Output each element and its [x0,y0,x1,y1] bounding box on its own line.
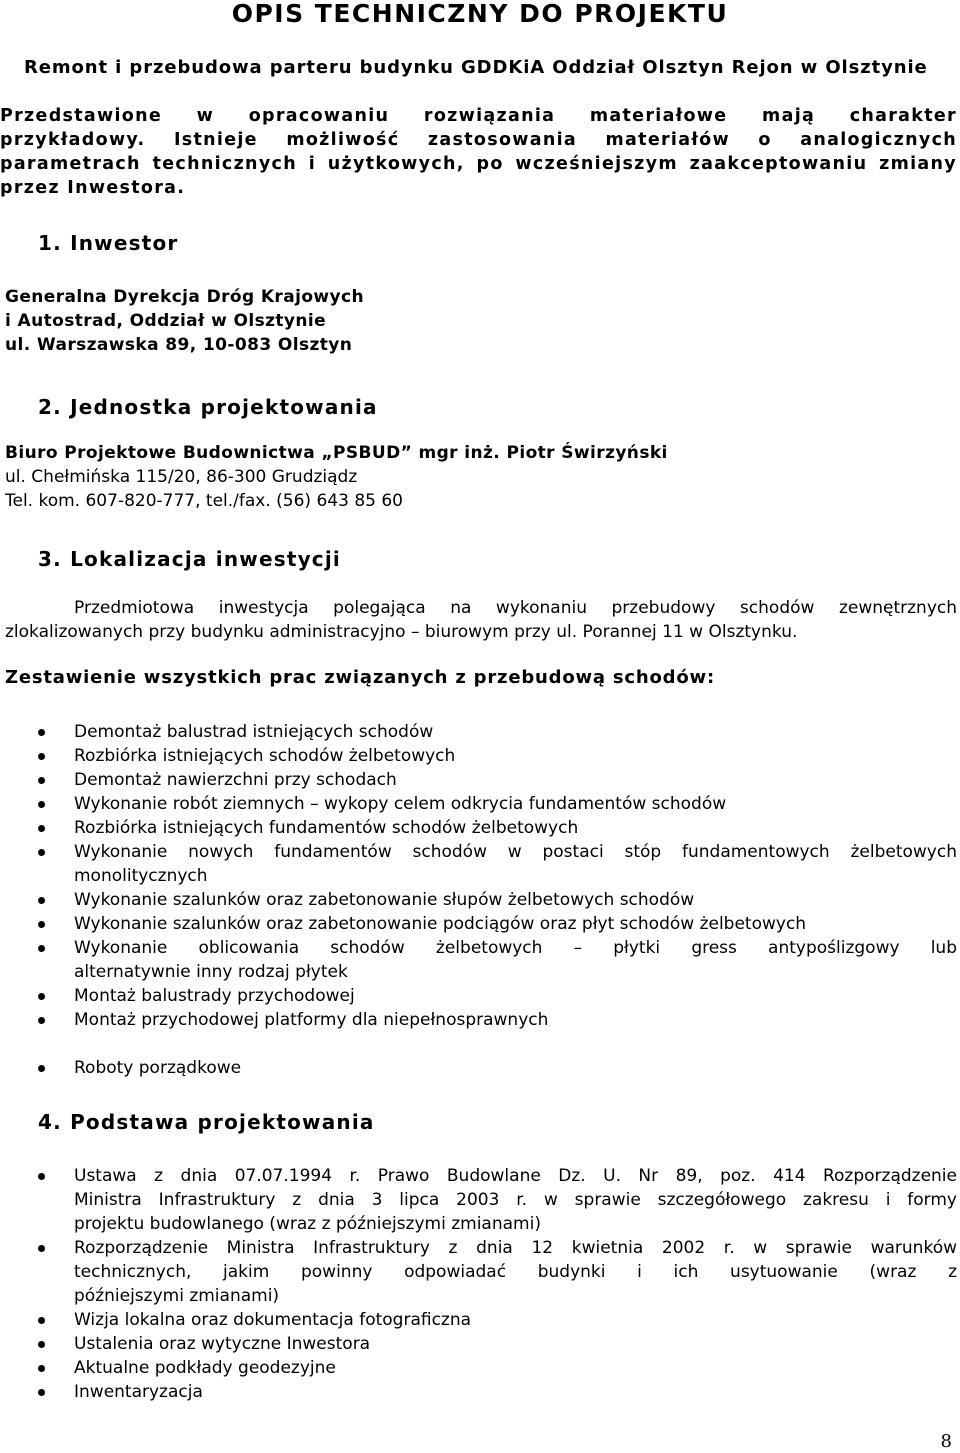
basis-list [0,1164,957,1404]
list-item [0,840,957,888]
list-item-text: Wizja lokalna oraz dokumentacja fotograficzna [74,1310,472,1330]
list-item [0,1236,957,1308]
document-title: OPIS TECHNICZNY DO PROJEKTU [231,0,729,28]
works-list [0,720,957,1080]
bullet-icon [38,1065,45,1072]
section-3-heading: 3. Lokalizacja inwestycji [38,547,341,571]
list-item-text: Montaż przychodowej platformy dla niepełnosprawnych [74,1010,549,1030]
list-item-text: Demontaż balustrad istniejących schodów [74,722,434,742]
bullet-icon [38,849,45,856]
list-item [0,1008,957,1032]
bullet-icon [38,1365,45,1372]
list-item [0,744,957,768]
bullet-icon [38,777,45,784]
bullet-icon [38,1317,45,1324]
section-2-heading: 2. Jednostka projektowania [38,395,378,419]
list-item [0,1380,957,1404]
list-item-text: Rozbiórka istniejących fundamentów schodów żelbetowych [74,818,579,838]
section-1-heading: 1. Inwestor [38,231,179,255]
list-item-text: Wykonanie szalunków oraz zabetonowanie podciągów oraz płyt schodów żelbetowych [74,914,807,934]
list-item [0,816,957,840]
bullet-icon [38,1245,45,1252]
list-item-text: Wykonanie szalunków oraz zabetonowanie słupów żelbetowych schodów [74,890,695,910]
list-item [0,792,957,816]
list-item-text: Roboty porządkowe [74,1058,242,1078]
list-item-text: Wykonanie nowych fundamentów schodów w postaci stóp fundamentowych żelbetowych [74,842,957,862]
bullet-icon [38,993,45,1000]
list-item-text: monolitycznych [74,866,208,886]
bullet-icon [38,1017,45,1024]
investor-line: i Autostrad, Oddział w Olsztynie [5,311,327,331]
list-item [0,1164,957,1236]
section-4-heading: 4. Podstawa projektowania [38,1110,375,1134]
list-item-text: Ustalenia oraz wytyczne Inwestora [74,1334,371,1354]
list-item [0,720,957,744]
list-item-text: alternatywnie inny rodzaj płytek [74,962,348,982]
bullet-icon [38,1341,45,1348]
list-item [0,912,957,936]
intro-line: przykładowy. Istnieje możliwość zastosowania materiałów o analogicznych [0,130,957,150]
list-item-text: technicznych, jakim powinny odpowiadać budynki i ich usytuowanie (wraz z [74,1262,957,1282]
list-item-text: Aktualne podkłady geodezyjne [74,1358,336,1378]
list-item-text: Wykonanie oblicowania schodów żelbetowych – płytki gress antypoślizgowy lub [74,938,957,958]
bullet-icon [38,945,45,952]
intro-line: Przedstawione w opracowaniu rozwiązania materiałowe mają charakter [0,106,957,126]
list-item-text: Montaż balustrady przychodowej [74,986,355,1006]
bullet-icon [38,897,45,904]
list-item-text: Inwentaryzacja [74,1382,203,1402]
list-item-text: Wykonanie robót ziemnych – wykopy celem odkrycia fundamentów schodów [74,794,727,814]
list-item-text: późniejszymi zmianami) [74,1286,280,1306]
bullet-icon [38,921,45,928]
location-line: Przedmiotowa inwestycja polegająca na wykonaniu przebudowy schodów zewnętrznych [74,598,957,618]
bullet-icon [38,825,45,832]
page-number: 8 [940,1431,952,1452]
list-item-text: projektu budowlanego (wraz z późniejszymi zmianami) [74,1214,541,1234]
list-item-text: Rozbiórka istniejących schodów żelbetowych [74,746,456,766]
location-paragraph [0,596,957,644]
bullet-icon [38,729,45,736]
list-item [0,768,957,792]
list-item [0,984,957,1008]
intro-line: parametrach technicznych i użytkowych, po wcześniejszym zaakceptowaniu zmiany [0,154,957,174]
location-line: zlokalizowanych przy budynku administracyjno – biurowym przy ul. Porannej 11 w Olsztynku. [5,622,798,642]
design-office-phone: Tel. kom. 607-820-777, tel./fax. (56) 643 85 60 [5,491,403,511]
list-item-text: Ministra Infrastruktury z dnia 3 lipca 2003 r. w sprawie szczegółowego zakresu i formy [74,1190,957,1210]
design-office-address: ul. Chełmińska 115/20, 86-300 Grudziądz [5,467,358,487]
list-item [0,936,957,984]
list-item [0,1056,957,1080]
list-item [0,1308,957,1332]
list-item-text: Ustawa z dnia 07.07.1994 r. Prawo Budowlane Dz. U. Nr 89, poz. 414 Rozporządzenie [74,1166,957,1186]
intro-line: przez Inwestora. [0,178,186,198]
bullet-icon [38,1173,45,1180]
design-office-name: Biuro Projektowe Budownictwa „PSBUD” mgr inż. Piotr Świrzyński [5,443,668,463]
document-subtitle: Remont i przebudowa parteru budynku GDDKiA Oddział Olsztyn Rejon w Olsztynie [24,57,928,78]
bullet-icon [38,801,45,808]
list-item [0,1332,957,1356]
list-item [0,1356,957,1380]
bullet-icon [38,753,45,760]
investor-line: ul. Warszawska 89, 10-083 Olsztyn [5,335,353,355]
investor-line: Generalna Dyrekcja Dróg Krajowych [5,287,364,307]
bullet-icon [38,1389,45,1396]
list-item-text: Rozporządzenie Ministra Infrastruktury z dnia 12 kwietnia 2002 r. w sprawie warunków [74,1238,957,1258]
works-heading: Zestawienie wszystkich prac związanych z przebudową schodów: [5,667,715,688]
intro-paragraph [0,104,957,200]
list-item [0,888,957,912]
list-item-text: Demontaż nawierzchni przy schodach [74,770,397,790]
